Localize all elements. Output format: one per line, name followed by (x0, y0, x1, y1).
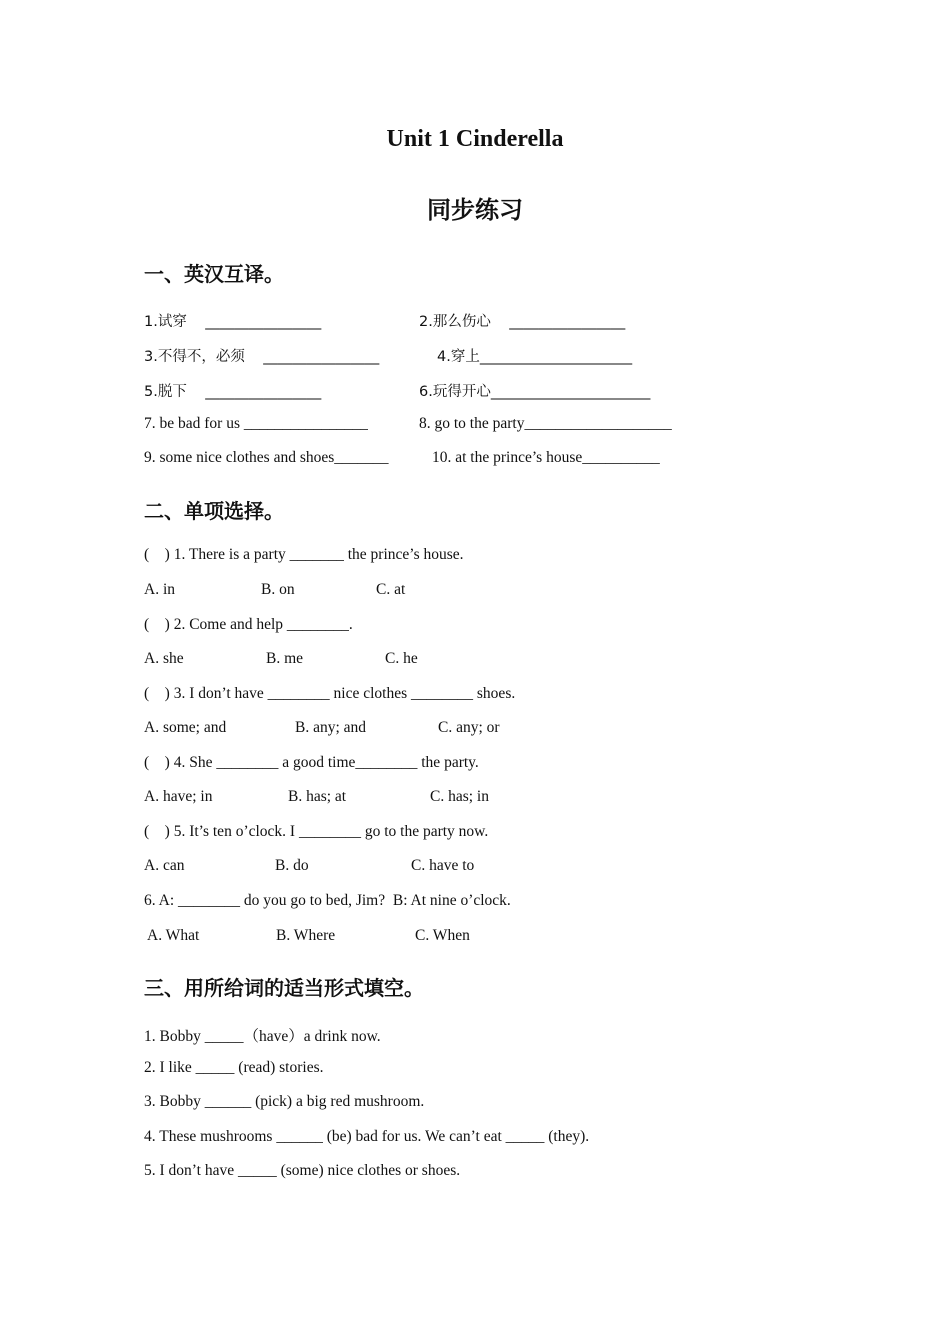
vocab-item-1: 1.试穿 ________________ (144, 314, 322, 330)
mc-option-5c: C. have to (411, 857, 475, 874)
mc-option-2b: B. me (266, 650, 304, 667)
vocab-item-5: 5.脱下 ________________ (144, 384, 322, 400)
page-title: Unit 1 Cinderella (386, 126, 564, 152)
fill-item-2: 2. I like _____ (read) stories. (144, 1059, 324, 1076)
section2-heading: 二、单项选择。 (144, 499, 284, 523)
mc-option-2c: C. he (385, 650, 418, 667)
vocab-item-10: 10. at the prince’s house__________ (432, 449, 660, 466)
mc-option-3a: A. some; and (144, 719, 227, 736)
vocab-item-3: 3.不得不，必须 ________________ (144, 349, 380, 365)
vocab-item-9: 9. some nice clothes and shoes_______ (144, 449, 389, 466)
vocab-item-2: 2.那么伤心 ________________ (419, 314, 626, 330)
mc-option-6c: C. When (415, 927, 470, 944)
mc-option-6a: A. What (144, 927, 200, 944)
mc-question-6: 6. A: ________ do you go to bed, Jim? B: At nine o’clock. (144, 892, 511, 909)
section3-heading: 三、用所给词的适当形式填空。 (144, 976, 424, 1000)
vocab-item-6: 6.玩得开心______________________ (419, 384, 651, 400)
section1-heading: 一、英汉互译。 (144, 262, 284, 286)
mc-option-1c: C. at (376, 581, 406, 598)
mc-question-5: ( ) 5. It’s ten o’clock. I ________ go to the party now. (144, 823, 489, 840)
mc-option-3b: B. any; and (295, 719, 367, 736)
mc-question-2: ( ) 2. Come and help ________. (144, 616, 353, 633)
mc-question-4: ( ) 4. She ________ a good time________ the party. (144, 754, 479, 771)
mc-option-4b: B. has; at (288, 788, 347, 805)
fill-item-4: 4. These mushrooms ______ (be) bad for us. We can’t eat _____ (they). (144, 1128, 590, 1145)
fill-item-1: 1. Bobby _____（have）a drink now. (144, 1028, 381, 1045)
fill-item-5: 5. I don’t have _____ (some) nice clothes or shoes. (144, 1162, 461, 1179)
mc-option-3c: C. any; or (438, 719, 500, 736)
vocab-item-8: 8. go to the party___________________ (419, 415, 672, 432)
mc-option-2a: A. she (144, 650, 184, 667)
vocab-item-7: 7. be bad for us ________________ (144, 415, 368, 432)
mc-option-4a: A. have; in (144, 788, 213, 805)
mc-option-4c: C. has; in (430, 788, 489, 805)
mc-option-1b: B. on (261, 581, 295, 598)
mc-question-3: ( ) 3. I don’t have ________ nice clothes ________ shoes. (144, 685, 516, 702)
mc-option-5b: B. do (275, 857, 309, 874)
mc-option-5a: A. can (144, 857, 185, 874)
mc-question-1: ( ) 1. There is a party _______ the prince’s house. (144, 546, 464, 563)
mc-option-1a: A. in (144, 581, 175, 598)
vocab-item-4: 4.穿上_____________________ (437, 349, 633, 365)
fill-item-3: 3. Bobby ______ (pick) a big red mushroom. (144, 1093, 425, 1110)
mc-option-6b: B. Where (276, 927, 336, 944)
page-subtitle: 同步练习 (427, 196, 523, 224)
